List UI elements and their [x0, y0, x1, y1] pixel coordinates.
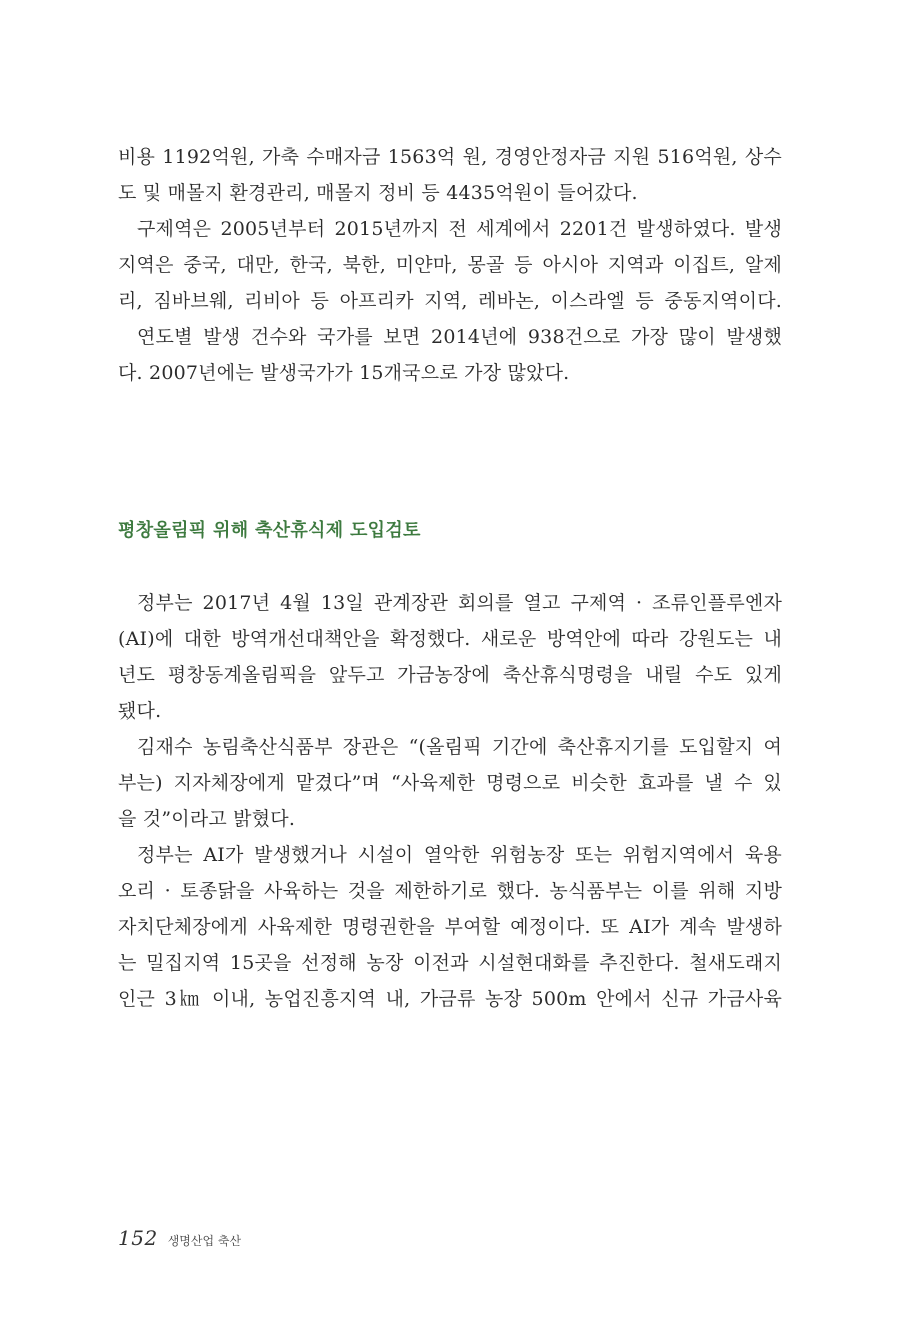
text-line: 부는) 지자체장에게 맡겼다”며 “사육제한 명령으로 비슷한 효과를 낼 수 있 — [118, 772, 782, 794]
text-line: 리, 짐바브웨, 리비아 등 아프리카 지역, 레바논, 이스라엘 등 중동지역이다. — [118, 290, 782, 312]
text-line: 됐다. — [118, 700, 162, 722]
text-line: 을 것”이라고 밝혔다. — [118, 808, 296, 830]
section-heading: 평창올림픽 위해 축산휴식제 도입검토 — [118, 520, 421, 541]
page-number: 152 — [118, 1226, 158, 1250]
text-line: 오리 · 토종닭을 사육하는 것을 제한하기로 했다. 농식품부는 이를 위해 지방 — [118, 880, 782, 902]
text-line: 비용 1192억원, 가축 수매자금 1563억 원, 경영안정자금 지원 516억원, 상수 — [118, 146, 782, 168]
text-line: (AI)에 대한 방역개선대책안을 확정했다. 새로운 방역안에 따라 강원도는 내 — [118, 628, 782, 650]
text-line: 구제역은 2005년부터 2015년까지 전 세계에서 2201건 발생하였다. 발생 — [137, 218, 782, 240]
text-line: 정부는 2017년 4월 13일 관계장관 회의를 열고 구제역 · 조류인플루엔자 — [137, 592, 782, 614]
text-line: 도 및 매몰지 환경관리, 매몰지 정비 등 4435억원이 들어갔다. — [118, 182, 638, 204]
text-line: 인근 3㎞ 이내, 농업진흥지역 내, 가금류 농장 500m 안에서 신규 가금사육 — [118, 988, 782, 1010]
text-line: 지역은 중국, 대만, 한국, 북한, 미얀마, 몽골 등 아시아 지역과 이집트, 알제 — [118, 254, 782, 276]
body-text-block-1 — [118, 139, 782, 391]
text-line: 자치단체장에게 사육제한 명령권한을 부여할 예정이다. 또 AI가 계속 발생하 — [118, 916, 782, 938]
text-line: 다. 2007년에는 발생국가가 15개국으로 가장 많았다. — [118, 362, 570, 384]
text-line: 는 밀집지역 15곳을 선정해 농장 이전과 시설현대화를 추진한다. 철새도래지 — [118, 952, 782, 974]
text-line: 김재수 농림축산식품부 장관은 “(올림픽 기간에 축산휴지기를 도입할지 여 — [137, 736, 782, 758]
text-line: 정부는 AI가 발생했거나 시설이 열악한 위험농장 또는 위험지역에서 육용 — [137, 844, 782, 866]
text-line: 년도 평창동계올림픽을 앞두고 가금농장에 축산휴식명령을 내릴 수도 있게 — [118, 664, 782, 686]
body-text-block-2 — [118, 585, 782, 1017]
book-title: 생명산업 축산 — [167, 1234, 242, 1248]
page-footer — [118, 1226, 241, 1250]
text-line: 연도별 발생 건수와 국가를 보면 2014년에 938건으로 가장 많이 발생했 — [137, 326, 782, 348]
